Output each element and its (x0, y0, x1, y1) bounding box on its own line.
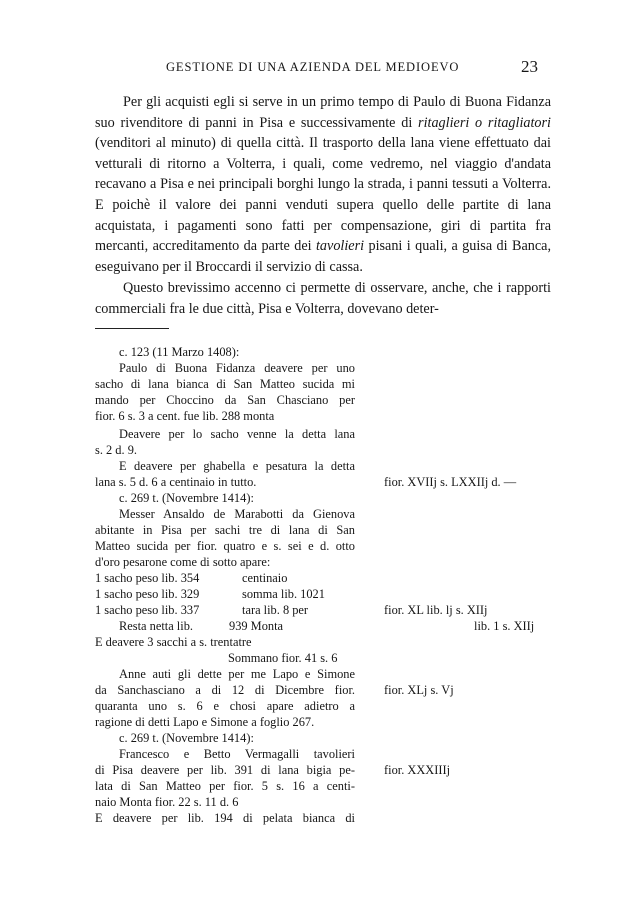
note-line: sacho di lana bianca di San Matteo sucida mi (95, 377, 355, 391)
note-line: E deavere 3 sacchi a s. trentatre (95, 635, 252, 649)
note-line: fior. 6 s. 3 a cent. fue lib. 288 monta (95, 409, 275, 423)
note-line: Francesco e Betto Vermagalli tavolieri (119, 747, 355, 761)
note-line: da Sanchasciano a di 12 di Dicembre fior. (95, 683, 355, 697)
paragraph-1 (95, 92, 551, 277)
note-line: 1 sacho peso lib. 329 (95, 587, 200, 601)
note-line: quaranta uno s. 6 e chosi apare adietro a (95, 699, 355, 713)
note-line: Messer Ansaldo de Marabotti da Gienova (119, 507, 355, 521)
amount-entry: fior. XL lib. lj s. XIIj (384, 603, 488, 617)
amount-entry: fior. XVIIj s. LXXIIj d. — (384, 475, 517, 489)
note-line: d'oro pesarone come di sotto apare: (95, 555, 271, 569)
note-line: abitante in Pisa per sachi tre di lana di San (95, 523, 355, 537)
note-line: Deavere per lo sacho venne la detta lana (119, 427, 355, 441)
footnote-rule (95, 328, 169, 329)
note-line: lata di San Matteo per fior. 5 s. 16 a centi- (95, 779, 355, 793)
paragraph-1-part-b: (venditori al minuto) di quella città. Il trasporto della lana viene effettuato dai vetturali di ritorno a Volterra, i quali, come vedremo, nel viaggio d'andata recavano a Pisa e nei principali borghi lungo la strada, i panni tessuti a Volterra. E poichè il valore dei panni venduti supera quello delle partite di lana acquistata, i pagamenti sono fatti per compensazione, giri di partita fra mercanti, accreditamento da parte dei (95, 135, 551, 255)
note-line: ragione di detti Lapo e Simone a foglio 267. (95, 715, 315, 729)
note-line: c. 269 t. (Novembre 1414): (119, 731, 254, 745)
note-line: s. 2 d. 9. (95, 443, 137, 457)
note-line (119, 490, 254, 506)
running-title: GESTIONE DI UNA AZIENDA DEL MEDIOEVO (166, 60, 460, 74)
paragraph-1-italic-2: tavolieri (315, 238, 365, 255)
note-line: Resta netta lib. (119, 619, 193, 633)
page-number: 23 (521, 57, 538, 76)
note-line: 1 sacho peso lib. 337 (95, 603, 200, 617)
note-line: di Pisa deavere per lib. 391 di lana bigia pe- (95, 763, 355, 777)
note-line: mando per Choccino da San Chasciano per (95, 393, 355, 407)
note-line: Anne auti gli dette per me Lapo e Simone (119, 667, 355, 681)
note-line: 1 sacho peso lib. 354 (95, 571, 200, 585)
note-line: tara lib. 8 per (242, 603, 309, 617)
note-ref: c. 269 t. (Novembre 1414): (119, 491, 254, 505)
note-line: c. 123 (11 Marzo 1408): (119, 345, 240, 359)
amount-entry: fior. XXXIIIj (384, 763, 451, 777)
note-line: 939 Monta (229, 619, 284, 633)
note-line: Sommano fior. 41 s. 6 (228, 651, 338, 665)
note-line: E deavere per ghabella e pesatura la detta (119, 459, 355, 473)
main-text (95, 92, 551, 320)
note-line: Paulo di Buona Fidanza deavere per uno (119, 361, 355, 375)
amount-entry: lib. 1 s. XIIj (474, 619, 535, 633)
paragraph-1-italic-1: ritaglieri o ritagliatori (418, 114, 551, 131)
paragraph-2: Questo brevissimo accenno ci permette di osservare, anche, che i rapporti commerciali fra le due città, Pisa e Volterra, dovevano deter- (95, 280, 551, 317)
amount-entry: fior. XLj s. Vj (384, 683, 454, 697)
note-line: somma lib. 1021 (242, 587, 325, 601)
note-line: centinaio (242, 571, 288, 585)
note-line: E deavere per lib. 194 di pelata bianca di (95, 811, 355, 825)
note-line: naio Monta fior. 22 s. 11 d. 6 (95, 795, 239, 809)
paragraph-1-part-a: Per gli acquisti egli si serve in un primo tempo di Paulo di Buona Fidanza suo rivenditore di panni in Pisa e successivamente di (95, 94, 551, 131)
note-line: lana s. 5 d. 6 a centinaio in tutto. (95, 475, 257, 489)
note-line: Matteo sucida per fior. quatro e s. sei e d. otto (95, 539, 355, 553)
paragraph-1-part-c: pisani i quali, a guisa di Banca, eseguivano per il Broccardi il servizio di cassa. (95, 238, 551, 275)
